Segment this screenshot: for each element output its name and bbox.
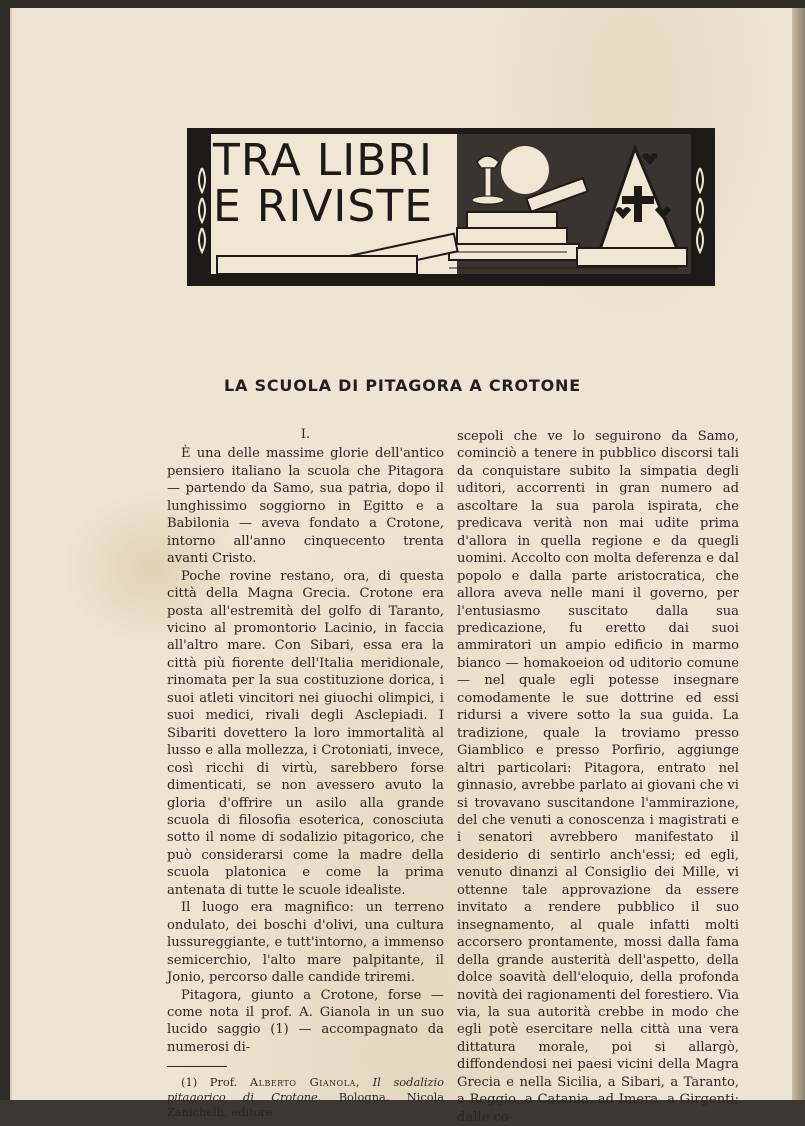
- paragraph: Il luogo era magnifico: un terreno ondulato, dei boschi d'olivi, una cultura lussureggiante, e tutt'intorno, a immenso semicerchio, l'alto mare palpitante, il Jonio, percorso dalle candide triremi.: [167, 900, 444, 986]
- section-number: I.: [300, 427, 311, 442]
- moon-icon: [501, 146, 549, 194]
- footnote-publisher: Bologna, Nicola Zanichelli, editore.: [167, 1090, 445, 1120]
- article-title: LA SCUOLA DI PITAGORA A CROTONE: [224, 376, 581, 395]
- paragraph: È una delle massime glorie dell'antico pensiero italiano la scuola che Pitagora — partendo da Samo, sua patria, dopo il lunghissimo soggiorno in Egitto e a Babilonia — aveva fondato a Crotone, intorno all'anno cinquecento trenta avanti Cristo.: [167, 446, 444, 567]
- paragraph: scepoli che ve lo seguirono da Samo, cominciò a tenere in pubblico discorsi tali da conquistare subito la simpatia degli uditori, accorrenti in gran numero ad ascoltare la sua parola ispirata, che predicava verità non mai udite prima d'allora in quella regione e da quegli uomini. Accolto con molta deferenza e dal popolo e dalla parte aristocratica, che allora aveva nelle mani il governo, per l'entusiasmo suscitato dalla sua predicazione, fu eretto dai suoi ammiratori un ampio edificio in marmo bianco — homakoeion od uditorio comune — nel quale egli potesse insegnare comodamente le sue dottrine ed essi ridursi a vivere sotto la sua guida. La tradizione, quale la troviamo presso Giamblico e presso Porfirio, aggiunge altri particolari: Pitagora, entrato nel ginnasio, avrebbe parlato ai giovani che vi si trovavano suscitandone l'ammirazione, del che venuti a conoscenza i magistrati e i senatori avrebbero manifestato il desiderio di sentirlo anch'essi; ed egli, venuto dinanzi al Consiglio dei Mille, vi ottenne tale approvazione da essere invitato a rendere pubblico il suo insegnamento, al quale infatti molti accorsero prontamente, mossi dalla fama della grande austerità dell'aspetto, della dolce soavità dell'eloquio, della profonda novità dei ragionamenti del forestiero. Via via, la sua autorità crebbe in modo che egli potè esercitare nella città una vera dittatura morale, poi si allargò, diffondendosi nei paesi vicini della Magra Grecia e nella Sicilia, a Sibari, a Taranto, a Reggio, a Catania, ad Imera, a Girgenti; dalle co-: [457, 429, 739, 1125]
- right-column: [457, 428, 739, 1126]
- paragraph: Pitagora, giunto a Crotone, forse — come nota il prof. A. Gianola in un suo lucido saggio (1) — accompagnato da numerosi di-: [167, 987, 444, 1055]
- footnote: [167, 1075, 444, 1120]
- footnote-rule: [167, 1066, 227, 1067]
- left-column: [167, 426, 444, 1120]
- ornament-title-line-1: TRA LIBRI: [213, 135, 433, 186]
- footnote-work: Il sodalizio pitagorico di Crotone.: [167, 1075, 445, 1105]
- footnote-author: Alberto Gianola,: [249, 1075, 360, 1090]
- header-ornament: [187, 128, 715, 286]
- right-border-strip: [691, 134, 709, 280]
- ornament-title: [213, 135, 434, 232]
- footnote-marker: (1) Prof.: [181, 1075, 238, 1090]
- left-border-strip: [193, 134, 211, 280]
- ornament-title-line-2: E RIVISTE: [213, 181, 434, 232]
- paragraph: Poche rovine restano, ora, di questa città della Magna Grecia. Crotone era posta all'estremità del golfo di Taranto, vicino al promontorio Lacinio, in faccia all'altro mare. Con Sibari, essa era la città più fiorente dell'Italia meridionale, rinomata per la sua costituzione dorica, i suoi atleti vincitori nei giuochi olimpici, i suoi medici, rivali degli Asclepiadi. I Sibariti dovettero la loro immortalità al lusso e alla mollezza, i Crotoniati, invece, così ricchi di virtù, sarebbero forse dimenticati, se non avessero avuto la gloria d'offrire un asilo alla grande scuola di filosofia esoterica, conosciuta sotto il nome di sodalizio pitagorico, che può considerarsi come la madre della scuola platonica e come la prima antenata di tutte le scuole idealiste.: [167, 568, 444, 898]
- page-edge-shadow: [792, 8, 805, 1100]
